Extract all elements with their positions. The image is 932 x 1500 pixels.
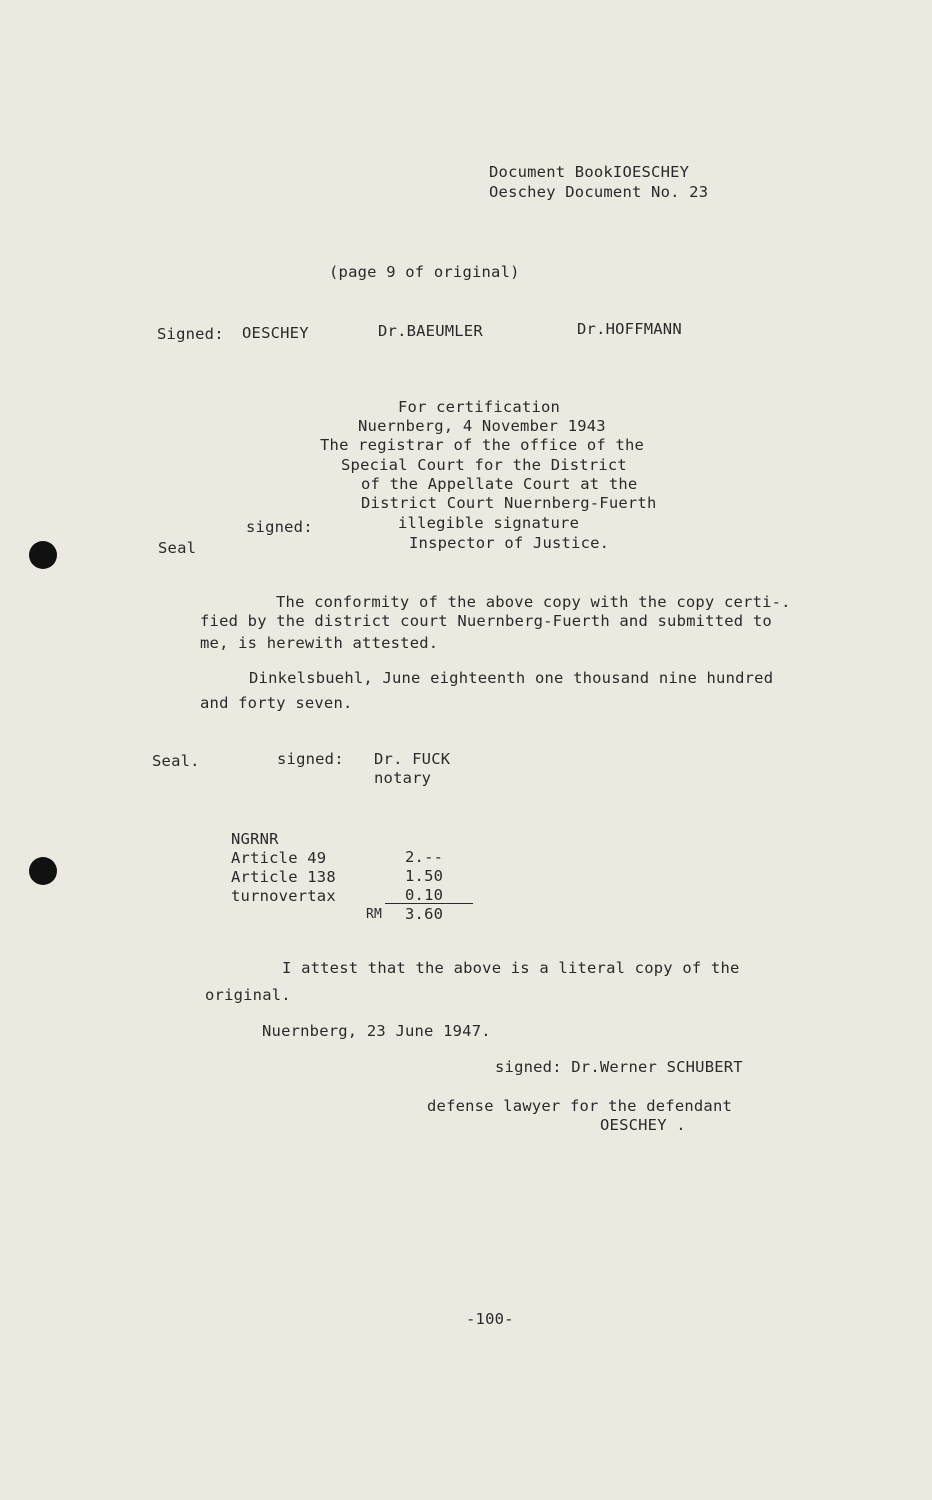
cert-line-4: Special Court for the District	[341, 456, 627, 474]
attest-line-2: original.	[205, 986, 291, 1004]
punch-hole-bottom	[29, 857, 57, 885]
fee-row-value: 0.10	[405, 886, 444, 904]
page-number: -100-	[466, 1310, 514, 1328]
fee-row-value: 1.50	[405, 867, 444, 885]
cert-line-7: illegible signature	[398, 514, 580, 532]
attest-line-1: I attest that the above is a literal copy of the	[282, 959, 740, 977]
fee-row-label: turnovertax	[231, 887, 336, 905]
fee-row-label: Article 138	[231, 868, 336, 886]
fee-row-label: Article 49	[231, 849, 327, 867]
notary-seal-label: Seal.	[152, 752, 200, 770]
cert-line-5: of the Appellate Court at the	[361, 475, 638, 493]
conformity-line-1: The conformity of the above copy with the copy certi-.	[276, 593, 791, 611]
fees-total-value: 3.60	[405, 905, 444, 923]
cert-seal-label: Seal	[158, 539, 197, 557]
signer-oeschey: OESCHEY	[242, 324, 309, 342]
cert-signed-label: signed:	[246, 518, 313, 536]
cert-line-8: Inspector of Justice.	[409, 534, 610, 552]
attest-defendant: OESCHEY .	[600, 1116, 686, 1134]
fees-total-currency: RM	[366, 907, 383, 922]
fees-heading: NGRNR	[231, 830, 279, 848]
conformity-line-3: me, is herewith attested.	[200, 634, 439, 652]
fee-row-value: 2.--	[405, 848, 444, 866]
cert-line-1: For certification	[398, 398, 561, 416]
attest-signed: signed: Dr.Werner SCHUBERT	[495, 1058, 743, 1076]
attest-place-date: Nuernberg, 23 June 1947.	[262, 1022, 491, 1040]
dinkelsbuehl-line-2: and forty seven.	[200, 694, 353, 712]
notary-signed-label: signed:	[277, 750, 344, 768]
signer-baeumler: Dr.BAEUMLER	[378, 322, 483, 340]
signer-hoffmann: Dr.HOFFMANN	[577, 320, 682, 338]
document-number-line: Oeschey Document No. 23	[489, 183, 709, 201]
conformity-line-2: fied by the district court Nuernberg-Fuerth and submitted to	[200, 612, 772, 630]
page-reference: (page 9 of original)	[329, 263, 520, 281]
attest-role: defense lawyer for the defendant	[427, 1097, 733, 1115]
notary-title: notary	[374, 769, 432, 787]
notary-name: Dr. FUCK	[374, 750, 451, 768]
cert-line-3: The registrar of the office of the	[320, 436, 645, 454]
cert-line-2: Nuernberg, 4 November 1943	[358, 417, 606, 435]
punch-hole-top	[29, 541, 57, 569]
cert-line-6: District Court Nuernberg-Fuerth	[361, 494, 657, 512]
signed-label: Signed:	[157, 325, 224, 343]
dinkelsbuehl-line-1: Dinkelsbuehl, June eighteenth one thousand nine hundred	[249, 669, 774, 687]
document-book-line: Document BookIOESCHEY	[489, 163, 690, 181]
